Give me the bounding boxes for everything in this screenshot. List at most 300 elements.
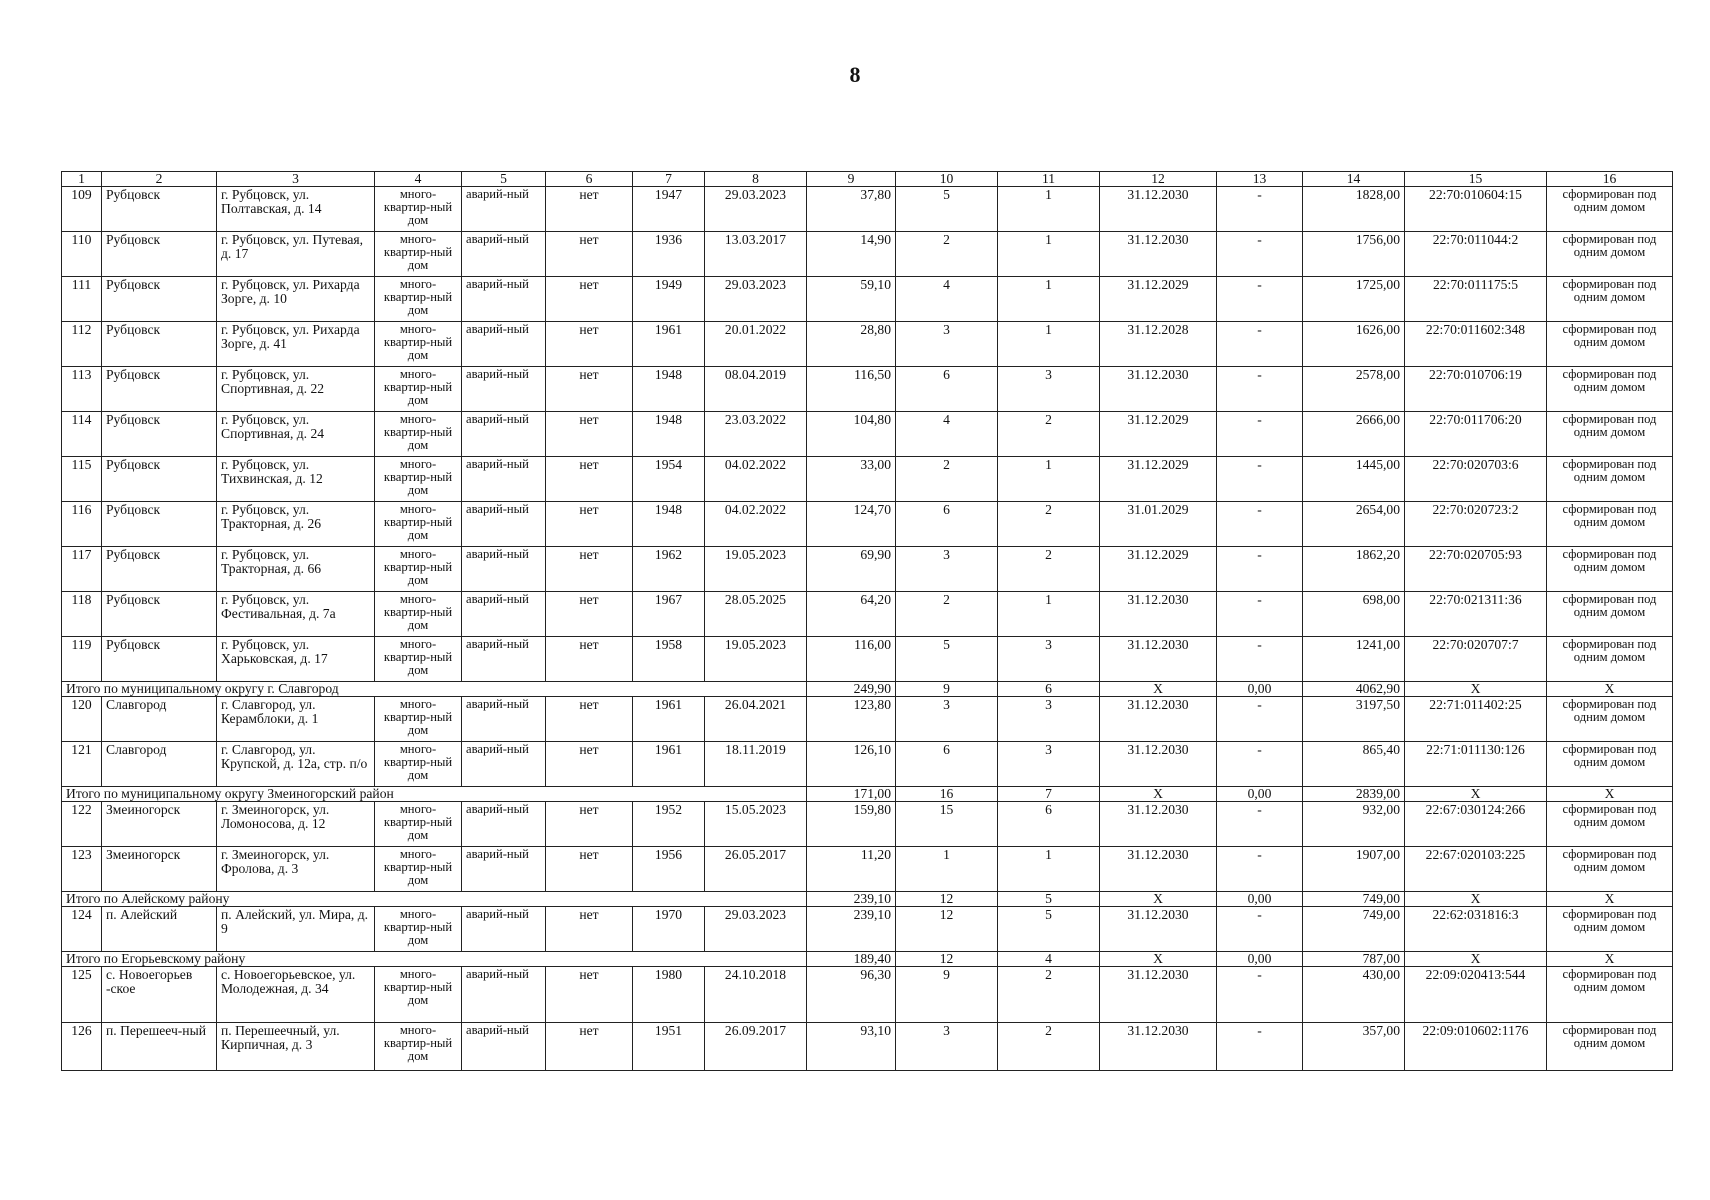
table-cell: - — [1217, 502, 1303, 547]
table-cell: п. Перешеечный, ул. Кирпичная, д. 3 — [217, 1023, 375, 1071]
table-row — [62, 967, 1673, 1023]
table-cell: 31.12.2030 — [1100, 802, 1217, 847]
table-cell: 28,80 — [807, 322, 896, 367]
table-cell: 22:70:020723:2 — [1405, 502, 1547, 547]
subtotal-cell: X — [1405, 952, 1547, 967]
table-cell: аварий-ный — [462, 547, 546, 592]
table-cell: 20.01.2022 — [705, 322, 807, 367]
table-cell: 31.12.2030 — [1100, 847, 1217, 892]
subtotal-cell: 171,00 — [807, 787, 896, 802]
table-cell: аварий-ный — [462, 367, 546, 412]
table-cell: 31.12.2030 — [1100, 742, 1217, 787]
table-cell: Славгород — [102, 742, 217, 787]
table-cell: 22:71:011402:25 — [1405, 697, 1547, 742]
table-cell: г. Славгород, ул. Керамблоки, д. 1 — [217, 697, 375, 742]
table-cell: 08.04.2019 — [705, 367, 807, 412]
column-number-cell: 2 — [102, 172, 217, 187]
table-cell: г. Змеиногорск, ул. Фролова, д. 3 — [217, 847, 375, 892]
column-number-cell: 3 — [217, 172, 375, 187]
column-number-cell: 10 — [896, 172, 998, 187]
table-cell: Змеиногорск — [102, 802, 217, 847]
table-cell: 115 — [62, 457, 102, 502]
table-cell: много-квартир-ный дом — [375, 802, 462, 847]
table-cell: 11,20 — [807, 847, 896, 892]
subtotal-cell: X — [1405, 787, 1547, 802]
table-cell: много-квартир-ный дом — [375, 367, 462, 412]
table-cell: нет — [546, 367, 633, 412]
table-cell: 1954 — [633, 457, 705, 502]
table-cell: много-квартир-ный дом — [375, 637, 462, 682]
table-cell: 1952 — [633, 802, 705, 847]
table-cell: 1948 — [633, 502, 705, 547]
column-numbers-row — [62, 172, 1673, 187]
table-cell: 31.12.2028 — [1100, 322, 1217, 367]
table-cell: 2 — [896, 457, 998, 502]
subtotal-label: Итого по муниципальному округу Змеиногорский район — [62, 787, 807, 802]
table-cell: аварий-ный — [462, 277, 546, 322]
column-number-cell: 14 — [1303, 172, 1405, 187]
table-row — [62, 277, 1673, 322]
table-cell: 3197,50 — [1303, 697, 1405, 742]
table-cell: 1907,00 — [1303, 847, 1405, 892]
table-cell: 22:67:030124:266 — [1405, 802, 1547, 847]
table-cell: 22:62:031816:3 — [1405, 907, 1547, 952]
table-cell: 2 — [998, 1023, 1100, 1071]
table-cell: - — [1217, 187, 1303, 232]
table-cell: 1 — [896, 847, 998, 892]
table-cell: 24.10.2018 — [705, 967, 807, 1023]
table-cell: сформирован под одним домом — [1547, 277, 1673, 322]
subtotal-cell: X — [1100, 892, 1217, 907]
subtotal-cell: 12 — [896, 892, 998, 907]
table-cell: 1947 — [633, 187, 705, 232]
table-cell: Рубцовск — [102, 322, 217, 367]
table-cell: 3 — [998, 697, 1100, 742]
subtotal-label: Итого по Егорьевскому району — [62, 952, 807, 967]
table-cell: 1958 — [633, 637, 705, 682]
table-cell: сформирован под одним домом — [1547, 187, 1673, 232]
subtotal-cell: X — [1100, 952, 1217, 967]
table-cell: 59,10 — [807, 277, 896, 322]
subtotal-cell: 9 — [896, 682, 998, 697]
table-cell: - — [1217, 802, 1303, 847]
table-cell: 31.12.2030 — [1100, 232, 1217, 277]
subtotal-cell: 4 — [998, 952, 1100, 967]
table-cell: много-квартир-ный дом — [375, 277, 462, 322]
table-cell: 4 — [896, 412, 998, 457]
table-cell: 124,70 — [807, 502, 896, 547]
table-cell: много-квартир-ный дом — [375, 502, 462, 547]
subtotal-cell: 0,00 — [1217, 787, 1303, 802]
table-cell: аварий-ный — [462, 322, 546, 367]
table-cell: п. Перешееч-ный — [102, 1023, 217, 1071]
table-cell: 121 — [62, 742, 102, 787]
column-number-cell: 4 — [375, 172, 462, 187]
table-cell: 1 — [998, 232, 1100, 277]
table-cell: - — [1217, 697, 1303, 742]
table-cell: 1241,00 — [1303, 637, 1405, 682]
table-cell: много-квартир-ный дом — [375, 1023, 462, 1071]
table-cell: 19.05.2023 — [705, 547, 807, 592]
table-cell: - — [1217, 907, 1303, 952]
table-cell: 5 — [896, 187, 998, 232]
table-cell: аварий-ный — [462, 847, 546, 892]
table-cell: 3 — [998, 742, 1100, 787]
subtotal-row — [62, 892, 1673, 907]
table-cell: 126 — [62, 1023, 102, 1071]
table-cell: 2 — [998, 547, 1100, 592]
table-cell: 13.03.2017 — [705, 232, 807, 277]
table-cell: 96,30 — [807, 967, 896, 1023]
table-cell: 123,80 — [807, 697, 896, 742]
table-cell: 1980 — [633, 967, 705, 1023]
column-number-cell: 11 — [998, 172, 1100, 187]
table-cell: - — [1217, 232, 1303, 277]
subtotal-cell: 0,00 — [1217, 682, 1303, 697]
table-cell: 31.12.2029 — [1100, 547, 1217, 592]
table-cell: 1 — [998, 847, 1100, 892]
table-cell: 29.03.2023 — [705, 907, 807, 952]
table-cell: 109 — [62, 187, 102, 232]
table-cell: - — [1217, 367, 1303, 412]
table-cell: 1 — [998, 592, 1100, 637]
table-cell: 04.02.2022 — [705, 502, 807, 547]
table-cell: Рубцовск — [102, 232, 217, 277]
table-cell: 1862,20 — [1303, 547, 1405, 592]
table-cell: аварий-ный — [462, 412, 546, 457]
table-cell: 6 — [896, 502, 998, 547]
subtotal-cell: 0,00 — [1217, 892, 1303, 907]
table-cell: много-квартир-ный дом — [375, 232, 462, 277]
table-cell: 22:09:020413:544 — [1405, 967, 1547, 1023]
table-cell: сформирован под одним домом — [1547, 367, 1673, 412]
table-cell: п. Алейский, ул. Мира, д. 9 — [217, 907, 375, 952]
subtotal-cell: X — [1547, 682, 1673, 697]
table-cell: 1828,00 — [1303, 187, 1405, 232]
subtotal-cell: 5 — [998, 892, 1100, 907]
table-cell: 31.12.2030 — [1100, 907, 1217, 952]
table-cell: - — [1217, 592, 1303, 637]
table-cell: нет — [546, 592, 633, 637]
table-cell: - — [1217, 847, 1303, 892]
table-cell: - — [1217, 547, 1303, 592]
table-cell: 26.05.2017 — [705, 847, 807, 892]
table-cell: аварий-ный — [462, 637, 546, 682]
table-cell: 117 — [62, 547, 102, 592]
table-cell: много-квартир-ный дом — [375, 967, 462, 1023]
table-cell: 22:71:011130:126 — [1405, 742, 1547, 787]
table-cell: аварий-ный — [462, 232, 546, 277]
table-cell: 37,80 — [807, 187, 896, 232]
table-cell: - — [1217, 742, 1303, 787]
table-cell: г. Змеиногорск, ул. Ломоносова, д. 12 — [217, 802, 375, 847]
table-cell: 2578,00 — [1303, 367, 1405, 412]
table-cell: 22:70:011175:5 — [1405, 277, 1547, 322]
table-cell: аварий-ный — [462, 907, 546, 952]
table-cell: 31.12.2029 — [1100, 412, 1217, 457]
table-cell: нет — [546, 802, 633, 847]
table-cell: много-квартир-ный дом — [375, 907, 462, 952]
table-cell: 123 — [62, 847, 102, 892]
table-cell: нет — [546, 967, 633, 1023]
table-cell: нет — [546, 502, 633, 547]
table-row — [62, 412, 1673, 457]
table-cell: 4 — [896, 277, 998, 322]
subtotal-cell: X — [1100, 682, 1217, 697]
table-cell: Змеиногорск — [102, 847, 217, 892]
table-cell: 26.04.2021 — [705, 697, 807, 742]
table-cell: Рубцовск — [102, 547, 217, 592]
table-cell: Славгород — [102, 697, 217, 742]
subtotal-cell: 2839,00 — [1303, 787, 1405, 802]
table-cell: много-квартир-ный дом — [375, 187, 462, 232]
subtotal-cell: 0,00 — [1217, 952, 1303, 967]
subtotal-cell: 12 — [896, 952, 998, 967]
table-cell: сформирован под одним домом — [1547, 322, 1673, 367]
table-cell: 1 — [998, 277, 1100, 322]
table-cell: 31.12.2030 — [1100, 592, 1217, 637]
table-cell: сформирован под одним домом — [1547, 592, 1673, 637]
table-cell: 1 — [998, 187, 1100, 232]
subtotal-cell: 16 — [896, 787, 998, 802]
table-row — [62, 187, 1673, 232]
table-cell: 112 — [62, 322, 102, 367]
table-cell: нет — [546, 907, 633, 952]
table-cell: 22:70:011706:20 — [1405, 412, 1547, 457]
table-cell: 31.12.2030 — [1100, 367, 1217, 412]
column-number-cell: 16 — [1547, 172, 1673, 187]
table-cell: сформирован под одним домом — [1547, 232, 1673, 277]
subtotal-cell: X — [1547, 892, 1673, 907]
subtotal-cell: 7 — [998, 787, 1100, 802]
table-cell: нет — [546, 547, 633, 592]
subtotal-cell: 4062,90 — [1303, 682, 1405, 697]
table-cell: 1970 — [633, 907, 705, 952]
table-cell: 159,80 — [807, 802, 896, 847]
table-cell: аварий-ный — [462, 457, 546, 502]
table-cell: 5 — [896, 637, 998, 682]
table-cell: 2 — [896, 232, 998, 277]
table-row — [62, 502, 1673, 547]
table-cell: 3 — [896, 547, 998, 592]
table-body — [62, 172, 1673, 1071]
table-cell: 114 — [62, 412, 102, 457]
table-cell: много-квартир-ный дом — [375, 322, 462, 367]
table-cell: 6 — [998, 802, 1100, 847]
table-cell: 126,10 — [807, 742, 896, 787]
table-cell: аварий-ный — [462, 802, 546, 847]
table-cell: 29.03.2023 — [705, 187, 807, 232]
table-cell: Рубцовск — [102, 367, 217, 412]
subtotal-row — [62, 952, 1673, 967]
table-cell: 31.12.2030 — [1100, 637, 1217, 682]
table-cell: 04.02.2022 — [705, 457, 807, 502]
table-cell: много-квартир-ный дом — [375, 457, 462, 502]
table-cell: аварий-ный — [462, 742, 546, 787]
table-cell: нет — [546, 412, 633, 457]
table-cell: 15 — [896, 802, 998, 847]
subtotal-cell: 249,90 — [807, 682, 896, 697]
table-cell: 26.09.2017 — [705, 1023, 807, 1071]
table-cell: 1756,00 — [1303, 232, 1405, 277]
table-cell: сформирован под одним домом — [1547, 547, 1673, 592]
table-cell: 120 — [62, 697, 102, 742]
table-cell: 31.12.2030 — [1100, 967, 1217, 1023]
table-cell: нет — [546, 1023, 633, 1071]
table-cell: 2654,00 — [1303, 502, 1405, 547]
table-cell: г. Рубцовск, ул. Полтавская, д. 14 — [217, 187, 375, 232]
table-cell: аварий-ный — [462, 967, 546, 1023]
table-cell: 122 — [62, 802, 102, 847]
table-cell: г. Рубцовск, ул. Тракторная, д. 66 — [217, 547, 375, 592]
table-cell: нет — [546, 322, 633, 367]
table-row — [62, 1023, 1673, 1071]
table-cell: сформирован под одним домом — [1547, 697, 1673, 742]
table-cell: 1956 — [633, 847, 705, 892]
table-cell: 33,00 — [807, 457, 896, 502]
table-cell: 698,00 — [1303, 592, 1405, 637]
table-cell: 22:70:020705:93 — [1405, 547, 1547, 592]
table-cell: 64,20 — [807, 592, 896, 637]
table-cell: 22:70:020707:7 — [1405, 637, 1547, 682]
table-cell: с. Новоегорьевское, ул. Молодежная, д. 34 — [217, 967, 375, 1023]
table-cell: Рубцовск — [102, 502, 217, 547]
table-cell: сформирован под одним домом — [1547, 847, 1673, 892]
table-cell: 2 — [896, 592, 998, 637]
table-cell: г. Рубцовск, ул. Рихарда Зорге, д. 10 — [217, 277, 375, 322]
table-cell: - — [1217, 322, 1303, 367]
table-cell: сформирован под одним домом — [1547, 412, 1673, 457]
table-cell: 1948 — [633, 412, 705, 457]
subtotal-cell: 189,40 — [807, 952, 896, 967]
subtotal-cell: 239,10 — [807, 892, 896, 907]
table-cell: г. Рубцовск, ул. Путевая, д. 17 — [217, 232, 375, 277]
subtotal-cell: 6 — [998, 682, 1100, 697]
table-cell: 31.01.2029 — [1100, 502, 1217, 547]
table-cell: сформирован под одним домом — [1547, 967, 1673, 1023]
table-cell: аварий-ный — [462, 187, 546, 232]
table-cell: 1 — [998, 322, 1100, 367]
table-cell: 1951 — [633, 1023, 705, 1071]
table-cell: нет — [546, 232, 633, 277]
table-cell: 9 — [896, 967, 998, 1023]
table-cell: 12 — [896, 907, 998, 952]
table-cell: нет — [546, 847, 633, 892]
table-cell: 28.05.2025 — [705, 592, 807, 637]
table-cell: 1961 — [633, 742, 705, 787]
column-number-cell: 8 — [705, 172, 807, 187]
table-cell: 430,00 — [1303, 967, 1405, 1023]
table-cell: 124 — [62, 907, 102, 952]
table-cell: г. Рубцовск, ул. Рихарда Зорге, д. 41 — [217, 322, 375, 367]
table-cell: с. Новоегорьев -ское — [102, 967, 217, 1023]
table-cell: г. Рубцовск, ул. Фестивальная, д. 7а — [217, 592, 375, 637]
table-cell: Рубцовск — [102, 637, 217, 682]
subtotal-label: Итого по муниципальному округу г. Славгород — [62, 682, 807, 697]
table-cell: сформирован под одним домом — [1547, 1023, 1673, 1071]
table-row — [62, 907, 1673, 952]
table-row — [62, 367, 1673, 412]
table-cell: 116,00 — [807, 637, 896, 682]
table-cell: много-квартир-ный дом — [375, 547, 462, 592]
table-cell: аварий-ный — [462, 697, 546, 742]
table-row — [62, 322, 1673, 367]
table-cell: г. Рубцовск, ул. Тракторная, д. 26 — [217, 502, 375, 547]
table-cell: 104,80 — [807, 412, 896, 457]
table-cell: нет — [546, 277, 633, 322]
table-cell: 22:70:020703:6 — [1405, 457, 1547, 502]
table-cell: 6 — [896, 367, 998, 412]
table-cell: нет — [546, 457, 633, 502]
table-cell: 19.05.2023 — [705, 637, 807, 682]
table-cell: 118 — [62, 592, 102, 637]
column-number-cell: 9 — [807, 172, 896, 187]
table-cell: г. Рубцовск, ул. Тихвинская, д. 12 — [217, 457, 375, 502]
table-cell: 1961 — [633, 697, 705, 742]
table-cell: г. Рубцовск, ул. Харьковская, д. 17 — [217, 637, 375, 682]
subtotal-cell: X — [1100, 787, 1217, 802]
table-cell: 3 — [896, 1023, 998, 1071]
table-cell: 110 — [62, 232, 102, 277]
table-cell: 1936 — [633, 232, 705, 277]
subtotal-cell: 787,00 — [1303, 952, 1405, 967]
table-cell: 23.03.2022 — [705, 412, 807, 457]
table-cell: 69,90 — [807, 547, 896, 592]
table-cell: - — [1217, 277, 1303, 322]
table-cell: Рубцовск — [102, 412, 217, 457]
table-row — [62, 592, 1673, 637]
table-cell: г. Рубцовск, ул. Спортивная, д. 22 — [217, 367, 375, 412]
table-cell: Рубцовск — [102, 277, 217, 322]
table-cell: сформирован под одним домом — [1547, 502, 1673, 547]
table-row — [62, 457, 1673, 502]
subtotal-cell: X — [1547, 952, 1673, 967]
table-cell: сформирован под одним домом — [1547, 742, 1673, 787]
table-row — [62, 547, 1673, 592]
table-cell: нет — [546, 742, 633, 787]
table-cell: - — [1217, 412, 1303, 457]
table-row — [62, 637, 1673, 682]
table-cell: 2666,00 — [1303, 412, 1405, 457]
table-cell: много-квартир-ный дом — [375, 592, 462, 637]
table-cell: 1961 — [633, 322, 705, 367]
table-cell: 3 — [998, 367, 1100, 412]
subtotal-row — [62, 682, 1673, 697]
column-number-cell: 12 — [1100, 172, 1217, 187]
table-cell: 3 — [998, 637, 1100, 682]
column-number-cell: 13 — [1217, 172, 1303, 187]
table-cell: 1962 — [633, 547, 705, 592]
column-number-cell: 5 — [462, 172, 546, 187]
table-cell: аварий-ный — [462, 502, 546, 547]
table-cell: 2 — [998, 967, 1100, 1023]
table-cell: 932,00 — [1303, 802, 1405, 847]
table-cell: сформирован под одним домом — [1547, 457, 1673, 502]
table-cell: 116,50 — [807, 367, 896, 412]
table-cell: 239,10 — [807, 907, 896, 952]
table-cell: 29.03.2023 — [705, 277, 807, 322]
column-number-cell: 15 — [1405, 172, 1547, 187]
table-row — [62, 742, 1673, 787]
table-cell: Рубцовск — [102, 592, 217, 637]
housing-table — [61, 171, 1673, 1071]
table-cell: - — [1217, 967, 1303, 1023]
table-row — [62, 232, 1673, 277]
table-row — [62, 802, 1673, 847]
subtotal-cell: X — [1405, 682, 1547, 697]
table-cell: - — [1217, 457, 1303, 502]
table-cell: 3 — [896, 322, 998, 367]
